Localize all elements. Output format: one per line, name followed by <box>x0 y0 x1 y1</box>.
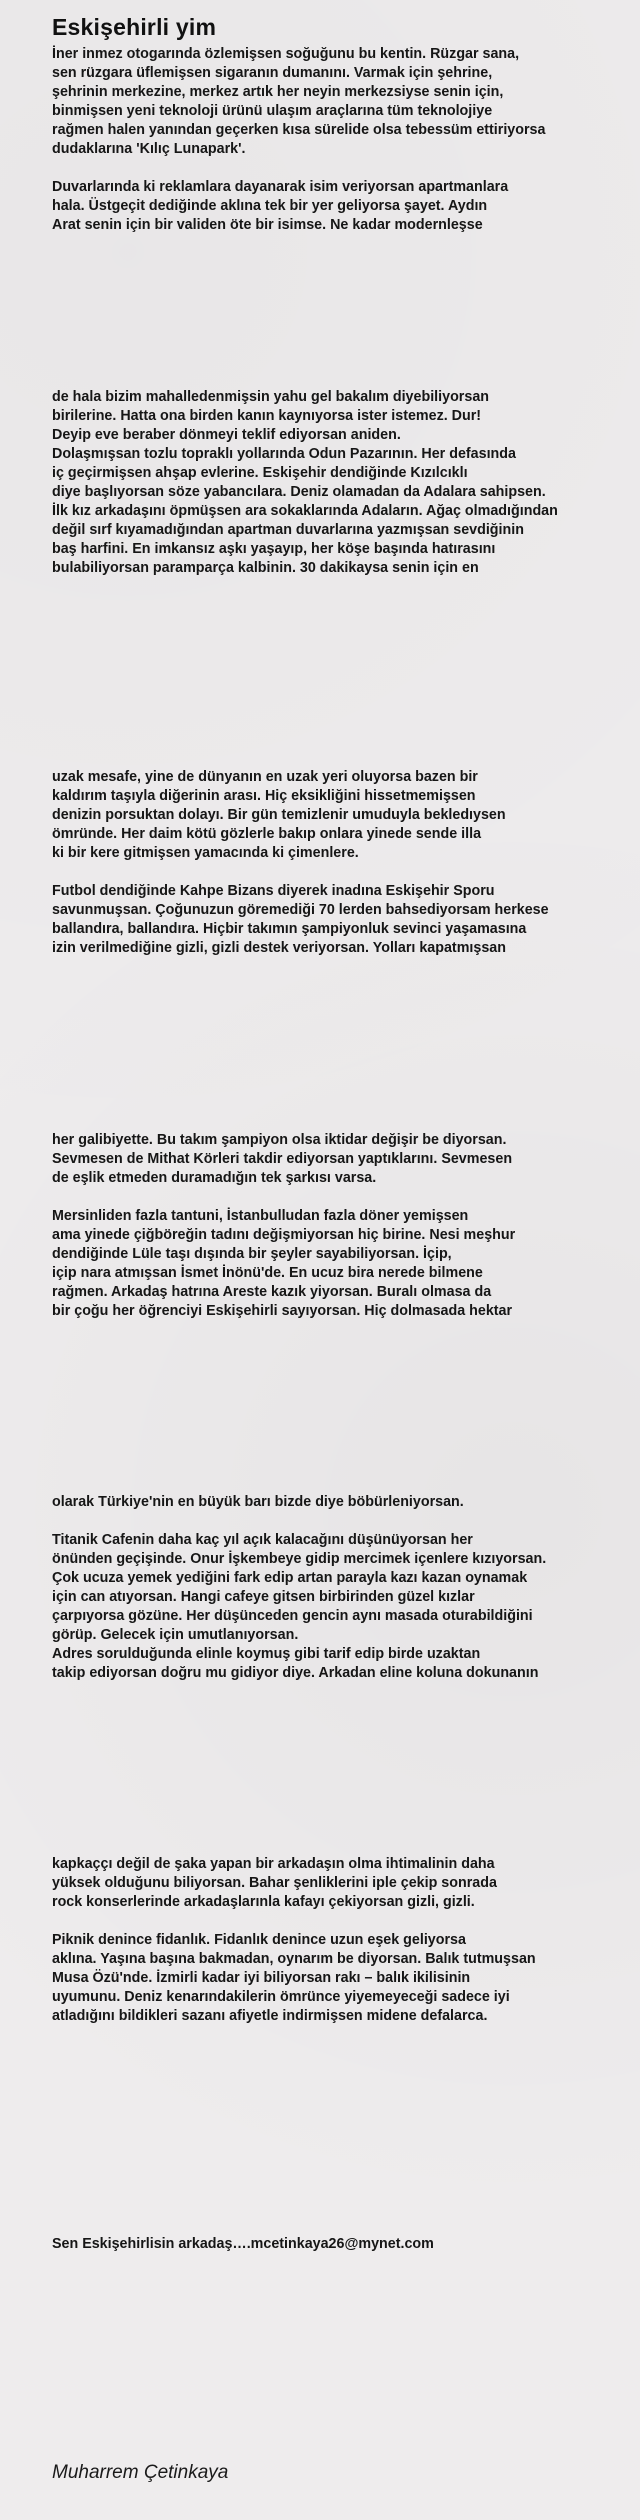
poem-line: savunmuşsan. Çoğunuzun göremediği 70 lerden bahsediyorsam herkese <box>52 902 549 918</box>
stanza-gap <box>52 1188 638 1207</box>
poem-line: ama yinede çiğböreğin tadını değişmiyorsan hiç birine. Nesi meşhur <box>52 1227 516 1243</box>
poem-line: rağmen. Arkadaş hatrına Areste kazık yiyorsan. Buralı olmasa da <box>52 1284 492 1300</box>
poem-line: birilerine. Hatta ona birden kanın kaynıyorsa ister istemez. Dur! <box>52 408 482 424</box>
poem-line: Sen Eskişehirlisin arkadaş….mcetinkaya26@mynet.com <box>52 2236 434 2252</box>
poem-line: iç geçirmişsen ahşap evlerine. Eskişehir dendiğinde Kızılcıklı <box>52 465 468 481</box>
text-block-1 <box>52 45 638 235</box>
poem-line: Arat senin için bir validen öte bir isimse. Ne kadar modernleşse <box>52 217 483 233</box>
text-block-4 <box>52 1131 638 1321</box>
poem-line: İner inmez otogarında özlemişsen soğuğunu bu kentin. Rüzgar sana, <box>52 46 520 62</box>
poem-line: sen rüzgara üflemişsen sigaranın dumanını. Varmak için şehrine, <box>52 65 493 81</box>
poem-line: Piknik denince fidanlık. Fidanlık denince uzun eşek geliyorsa <box>52 1932 466 1948</box>
poem-line: de eşlik etmeden duramadığın tek şarkısı varsa. <box>52 1170 377 1186</box>
poem-line: dendiğinde Lüle taşı dışında bir şeyler sayabiliyorsan. İçip, <box>52 1246 452 1262</box>
poem-line: de hala bizim mahalledenmişsin yahu gel bakalım diyebiliyorsan <box>52 389 489 405</box>
text-block-5 <box>52 1493 638 1683</box>
poem-line: izin verilmediğine gizli, gizli destek veriyorsan. Yolları kapatmışsan <box>52 940 506 956</box>
poem-line: Çok ucuza yemek yediğini fark edip artan parayla kazı kazan oynamak <box>52 1570 528 1586</box>
poem-line: kapkaççı değil de şaka yapan bir arkadaşın olma ihtimalinin daha <box>52 1856 495 1872</box>
poem-line: içip nara atmışsan İsmet İnönü'de. En ucuz bira nerede bilmene <box>52 1265 483 1281</box>
author-signature: Muharrem Çetinkaya <box>52 2462 229 2483</box>
poem-line: Futbol dendiğinde Kahpe Bizans diyerek inadına Eskişehir Sporu <box>52 883 495 899</box>
stanza-gap <box>52 1512 638 1531</box>
poem-line: denizin porsuktan dolayı. Bir gün temizlenir umuduyla bekledıysen <box>52 807 506 823</box>
poem-line: uyumunu. Deniz kenarındakilerin ömrünce yiyemeyeceği sadece iyi <box>52 1989 510 2005</box>
poem-line: ki bir kere gitmişsen yamacında ki çimenlere. <box>52 845 359 861</box>
poem-line: Musa Özü'nde. İzmirli kadar iyi biliyorsan rakı – balık ikilisinin <box>52 1970 471 1986</box>
poem-line: aklına. Yaşına başına bakmadan, oynarım be diyorsan. Balık tutmuşsan <box>52 1951 536 1967</box>
poem-title: Eskişehirli yim <box>52 14 217 40</box>
poem-line: Duvarlarında ki reklamlara dayanarak isim veriyorsan apartmanlara <box>52 179 509 195</box>
stanza-gap <box>52 863 638 882</box>
text-block-6 <box>52 1855 638 2026</box>
poem-line: Sevmesen de Mithat Körleri takdir ediyorsan yaptıklarını. Sevmesen <box>52 1151 513 1167</box>
poem-line: İlk kız arkadaşını öpmüşsen ara sokaklarında Adaların. Ağaç olmadığından <box>52 503 558 519</box>
poem-line: Dolaşmışsan tozlu topraklı yollarında Odun Pazarının. Her defasında <box>52 446 516 462</box>
poem-line: şehrinin merkezine, merkez artık her neyin merkezsiyse senin için, <box>52 84 504 100</box>
poem-line: önünden geçişinde. Onur İşkembeye gidip mercimek içenlere kızıyorsan. <box>52 1551 547 1567</box>
poem-line: Adres sorulduğunda elinle koymuş gibi tarif edip birde uzaktan <box>52 1646 481 1662</box>
poem-line: çarpıyorsa gözüne. Her düşünceden gencin aynı masada oturabildiğini <box>52 1608 533 1624</box>
poem-line: uzak mesafe, yine de dünyanın en uzak yeri oluyorsa bazen bir <box>52 769 478 785</box>
poem-line: kaldırım taşıyla diğerinin arası. Hiç eksikliğini hissetmemişsen <box>52 788 476 804</box>
poem-line: her galibiyette. Bu takım şampiyon olsa iktidar değişir be diyorsan. <box>52 1132 507 1148</box>
poem-line: ballandıra, ballandıra. Hiçbir takımın şampiyonluk sevinci yaşamasına <box>52 921 527 937</box>
poem-line: rağmen halen yanından geçerken kısa sürelide olsa tebessüm ettiriyorsa <box>52 122 546 138</box>
poem-line: olarak Türkiye'nin en büyük barı bizde diye böbürleniyorsan. <box>52 1494 464 1510</box>
poem-line: hala. Üstgeçit dediğinde aklına tek bir yer geliyorsa şayet. Aydın <box>52 198 488 214</box>
poem-line: bir çoğu her öğrenciyi Eskişehirli sayıyorsan. Hiç dolmasada hektar <box>52 1303 513 1319</box>
poem-line: diye başlıyorsan söze yabancılara. Deniz olamadan da Adalara sahipsen. <box>52 484 546 500</box>
poem-line: binmişsen yeni teknoloji ürünü ulaşım araçlarına tüm teknolojiye <box>52 103 493 119</box>
poem-line: rock konserlerinde arkadaşlarınla kafayı çekiyorsan gizli, gizli. <box>52 1894 475 1910</box>
poem-line: için can atıyorsan. Hangi cafeye gitsen birbirinden güzel kızlar <box>52 1589 475 1605</box>
poem-line: görüp. Gelecek için umutlanıyorsan. <box>52 1627 299 1643</box>
poem-line: yüksek olduğunu biliyorsan. Bahar şenliklerini iple çekip sonrada <box>52 1875 497 1891</box>
text-block-3 <box>52 768 638 958</box>
text-block-7 <box>52 2235 638 2254</box>
poem-line: ömründe. Her daim kötü gözlerle bakıp onlara yinede sende illa <box>52 826 482 842</box>
poem-line: Titanik Cafenin daha kaç yıl açık kalacağını düşünüyorsan her <box>52 1532 473 1548</box>
poem-line: bulabiliyorsan paramparça kalbinin. 30 dakikaysa senin için en <box>52 560 479 576</box>
poem-line: takip ediyorsan doğru mu gidiyor diye. Arkadan eline koluna dokunanın <box>52 1665 539 1681</box>
poem-line: Mersinliden fazla tantuni, İstanbulludan fazla döner yemişsen <box>52 1208 469 1224</box>
poem-line: değil sırf kıyamadığından apartman duvarlarına yazmışsan sevdiğinin <box>52 522 524 538</box>
poem-line: baş harfini. En imkansız aşkı yaşayıp, her köşe başında hatırasını <box>52 541 496 557</box>
poem-line: atladığını bildikleri sazanı afiyetle indirmişsen midene defalarca. <box>52 2008 488 2024</box>
poem-line: Deyip eve beraber dönmeyi teklif ediyorsan aniden. <box>52 427 401 443</box>
text-block-2 <box>52 388 638 578</box>
stanza-gap <box>52 159 638 178</box>
stanza-gap <box>52 1912 638 1931</box>
poem-line: dudaklarına 'Kılıç Lunapark'. <box>52 141 246 157</box>
